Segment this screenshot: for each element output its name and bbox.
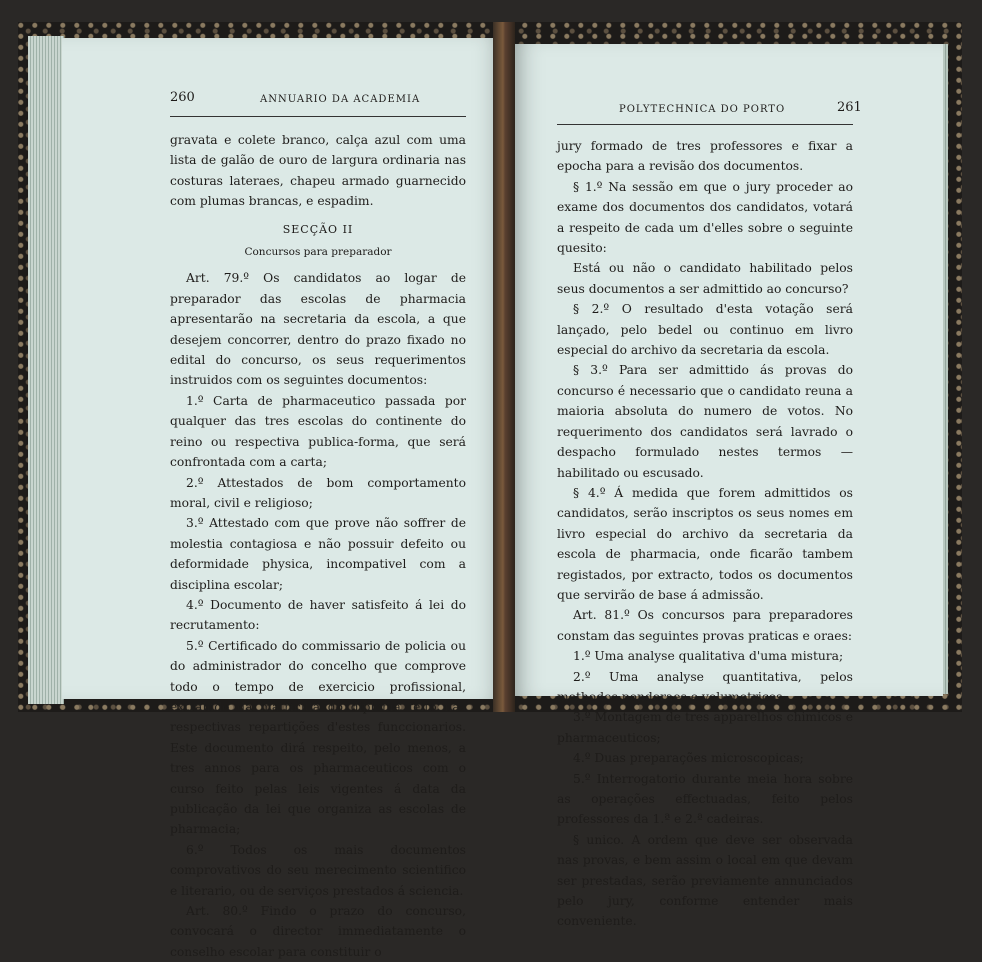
paragraph: 2.º Attestados de bom comportamento moral, civil e religioso; — [170, 475, 466, 510]
right-body-text — [557, 136, 853, 932]
left-body-text — [170, 130, 466, 962]
paragraph: § 1.º Na sessão em que o jury proceder ao exame dos documentos dos candidatos, votará a respeito de cada um d'elles sobre o seguinte quesito: — [557, 179, 853, 256]
left-running-head: ANNUARIO DA ACADEMIA — [260, 94, 421, 105]
paragraph: 5.º Certificado do commissario de policia ou do administrador do concelho que comprove todo o tempo de exercicio profissional, extrahido da matricula do diploma feito nas respectivas repartições d'estes funccionarios. Este documento dirá respeito, pelo menos, a tres annos para os pharmaceuticos com o curso feito pelas leis vigentes á data da publicação da lei que organiza as escolas de pharmacia; — [170, 638, 466, 837]
left-page-number: 260 — [170, 90, 195, 105]
section-subheading: Concursos para preparador — [244, 246, 392, 259]
paragraph: 1.º Carta de pharmaceutico passada por qualquer das tres escolas do continente do reino ou respectiva publica-forma, que será confrontada com a carta; — [170, 393, 466, 470]
paragraph: 4.º Duas preparações microscopicas; — [573, 751, 804, 766]
section-heading: SECÇÃO II — [282, 222, 354, 236]
paragraph: § 3.º Para ser admittido ás provas do concurso é necessario que o candidato reuna a maioria absoluta do numero de votos. No requerimento dos candidatos será lavrado o despacho formulado nestes termos — habilitado ou escusado. — [557, 363, 853, 480]
right-page-number: 261 — [837, 100, 862, 115]
left-header-rule — [170, 116, 466, 117]
paragraph: 3.º Montagem de tres apparelhos chimicos e pharmaceuticos; — [557, 710, 853, 745]
paragraph: Está ou não o candidato habilitado pelos seus documentos a ser admittido ao concurso? — [557, 261, 853, 296]
right-running-head: POLYTECHNICA DO PORTO — [619, 104, 786, 115]
paragraph: jury formado de tres professores e fixar a epocha para a revisão dos documentos. — [557, 139, 853, 174]
paragraph: 4.º Documento de haver satisfeito á lei do recrutamento: — [170, 597, 466, 633]
book-gutter — [493, 22, 515, 712]
paragraph: 2.º Uma analyse quantitativa, pelos methodos ponderaes e volumetricos; — [557, 669, 853, 704]
paragraph: gravata e colete branco, calça azul com uma lista de galão de ouro de largura ordinaria nas costuras lateraes, chapeu armado guarnecido com plumas brancas, e espadim. — [170, 133, 466, 209]
paragraph: Art. 79.º Os candidatos ao logar de preparador das escolas de pharmacia apresentarão na secretaria da escola, a que desejem concorrer, dentro do prazo fixado no edital do concurso, os seus requerimentos instruidos com os seguintes documentos: — [170, 271, 466, 388]
paragraph: 6.º Todos os mais documentos comprovativos do seu merecimento scientifico e literario, ou de serviços prestados á sciencia. — [170, 842, 466, 898]
paragraph: 5.º Interrogatorio durante meia hora sobre as operações effectuadas, feito pelos professores da 1.ª e 2.ª cadeiras. — [557, 771, 853, 827]
paragraph: § 2.º O resultado d'esta votação será lançado, pelo bedel ou continuo em livro especial do archivo da secretaria da escola. — [557, 302, 853, 358]
paragraph: § 4.º Á medida que forem admittidos os candidatos, serão inscriptos os seus nomes em livro especial do archivo da secretaria da escola de pharmacia, onde ficarão tambem registados, por extracto, todos os documentos que servirão de base á admissão. — [557, 485, 853, 602]
paragraph: Art. 80.º Findo o prazo do concurso, convocará o director immediatamente o conselho escolar para constituir o — [170, 904, 466, 959]
right-page — [511, 44, 943, 929]
page-edges-left — [28, 36, 64, 704]
left-page — [62, 38, 506, 959]
paragraph: 3.º Attestado com que prove não soffrer de molestia contagiosa e não possuir defeito ou deformidade physica, incompativel com a disciplina escolar; — [170, 516, 466, 592]
paragraph: Art. 81.º Os concursos para preparadores constam das seguintes provas praticas e oraes: — [557, 608, 853, 643]
right-header-rule — [557, 124, 853, 125]
paragraph: 1.º Uma analyse qualitativa d'uma mistura; — [573, 649, 844, 664]
paragraph: § unico. A ordem que deve ser observada nas provas, e bem assim o local em que devam ser prestadas, serão previamente annunciados pelo jury, conforme entender mais conveniente. — [557, 832, 853, 929]
